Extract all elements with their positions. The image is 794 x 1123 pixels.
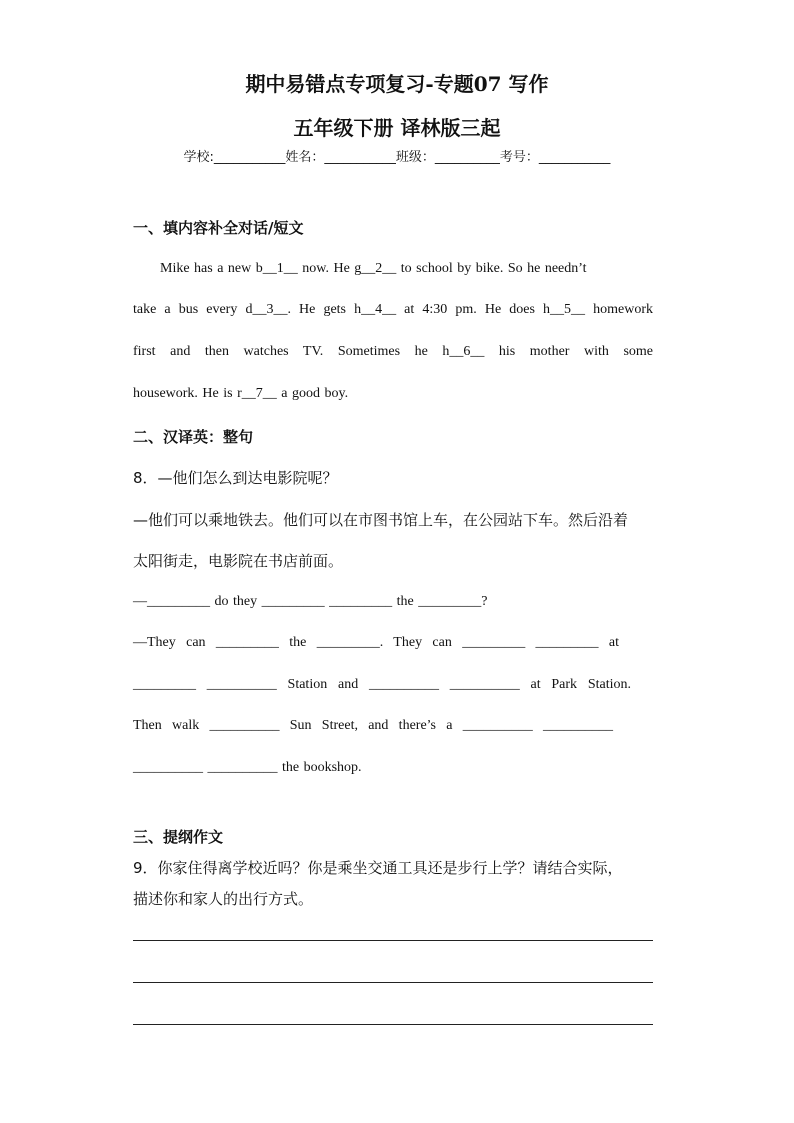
question-9-line-2: 描述你和家人的出行方式。 [133,890,314,908]
answer-line-3[interactable] [133,1024,653,1025]
question-8-answer-line-5: __________ __________ the bookshop. [133,760,362,775]
answer-line-2[interactable] [133,982,653,983]
section1-line-2: take a bus every d__3__. He gets h__4__ at 4:30 pm. He does h__5__ homework [133,302,653,317]
section3-heading: 三、提纲作文 [133,828,224,846]
question-8-answer-line-4: Then walk __________ Sun Street, and there’s a __________ __________ [133,718,613,733]
answer-line-1[interactable] [133,940,653,941]
page-subtitle: 五年级下册 译林版三起 [293,116,501,140]
question-9-line-1: 9．你家住得离学校近吗？你是乘坐交通工具还是步行上学？请结合实际， [133,859,623,877]
page-title: 期中易错点专项复习-专题07 写作 [245,72,549,96]
question-8-answer-line-3: _________ __________ Station and __________ __________ at Park Station. [133,677,631,692]
student-info-line: 学校:___________姓名：___________班级：__________考号：___________ [183,150,611,165]
section2-heading: 二、汉译英：整句 [133,428,254,446]
question-8-answer-line-2: —They can _________ the _________. They can _________ _________ at [133,635,619,650]
question-8-answer-line-1: —_________ do they _________ _________ the _________? [133,594,488,609]
section1-heading: 一、填内容补全对话/短文 [133,219,304,237]
question-8-chinese-line-2: 太阳街走，电影院在书店前面。 [133,552,344,570]
section1-line-1: Mike has a new b__1__ now. He g__2__ to school by bike. So he needn’t [160,261,587,276]
question-8: 8．—他们怎么到达电影院呢？ [133,469,338,487]
section1-line-3: first and then watches TV. Sometimes he h__6__ his mother with some [133,344,653,359]
question-8-chinese-line-1: —他们可以乘地铁去。他们可以在市图书馆上车，在公园站下车。然后沿着 [133,511,629,529]
section1-line-4: housework. He is r__7__ a good boy. [133,386,349,401]
